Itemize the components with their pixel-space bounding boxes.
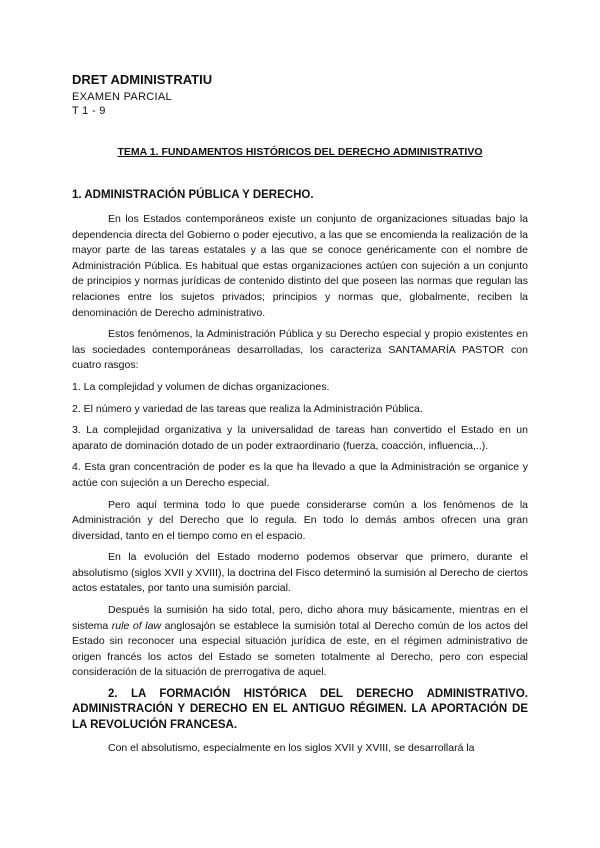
paragraph: En los Estados contemporáneos existe un conjunto de organizaciones situadas bajo la dependencia directa del Gobierno o poder ejecutivo, a las que se encomienda la realización de la mayor parte de las tareas estatales y a las que se conoce genéricamente con el nombre de Administración Pública. Es habitual que estas organizaciones actúen con sujeción a un conjunto de principios y normas jurídicas de contenido distinto del que poseen las normas que regulan las relaciones entre los sujetos privados; principios y normas que, globalmente, reciben la denominación de Derecho administrativo. <box>72 213 528 319</box>
document-subtitle: EXAMEN PARCIAL <box>72 91 172 103</box>
list-item: 4. Esta gran concentración de poder es la que ha llevado a que la Administración se organice y actúe con sujeción a un Derecho especial. <box>72 461 528 489</box>
paragraph <box>72 603 528 681</box>
topic-range: T 1 - 9 <box>72 105 106 117</box>
paragraph: Con el absolutismo, especialmente en los siglos XVII y XVIII, se desarrollará la <box>108 742 475 755</box>
rule-of-law-term: rule of law <box>111 619 162 632</box>
section-1-heading: 1. ADMINISTRACIÓN PÚBLICA Y DERECHO. <box>72 189 314 201</box>
document-title: DRET ADMINISTRATIU <box>72 72 213 87</box>
paragraph: Estos fenómenos, la Administración Pública y su Derecho especial y propio existentes en las sociedades contemporáneas desarrolladas, los caracteriza SANTAMARÍA PASTOR con cuatro rasgos: <box>72 328 528 372</box>
tema-title: TEMA 1. FUNDAMENTOS HISTÓRICOS DEL DERECHO ADMINISTRATIVO <box>117 146 483 158</box>
document-body <box>72 188 528 763</box>
list-item: 2. El número y variedad de las tareas que realiza la Administración Pública. <box>72 402 423 415</box>
list-item: 3. La complejidad organizativa y la universalidad de tareas han convertido el Estado en un aparato de dominación dotado de un poder extraordinario (fuerza, coacción, influencia,..). <box>72 424 528 452</box>
section-2-heading: 2. LA FORMACIÓN HISTÓRICA DEL DERECHO ADMINISTRATIVO. ADMINISTRACIÓN Y DERECHO EN EL ANTIGUO RÉGIMEN. LA APORTACIÓN DE LA REVOLUCIÓN FRANCESA. <box>72 688 528 731</box>
paragraph-text: Después la sumisión ha sido total, pero, dicho ahora muy básicamente, mientras en el sistema <box>72 604 528 632</box>
paragraph: Pero aquí termina todo lo que puede considerarse común a los fenómenos de la Administración y del Derecho que lo regula. En todo lo demás ambos ofrecen una gran diversidad, tanto en el tiempo como en el espacio. <box>72 498 528 542</box>
paragraph: En la evolución del Estado moderno podemos observar que primero, durante el absolutismo (siglos XVII y XVIII), la doctrina del Fisco determinó la sumisión al Derecho de ciertos actos estatales, por tanto una sumisión parcial. <box>72 551 528 595</box>
list-item: 1. La complejidad y volumen de dichas organizaciones. <box>72 380 330 393</box>
paragraph-text: anglosajón se establece la sumisión total al Derecho común de los actos del Estado sin reconocer una especial situación jurídica de este, en el régimen administrativo de origen francés los actos del Estado se someten totalmente al Derecho, pero con especial consideración de la situación de prerrogativa de aquel. <box>72 619 528 679</box>
